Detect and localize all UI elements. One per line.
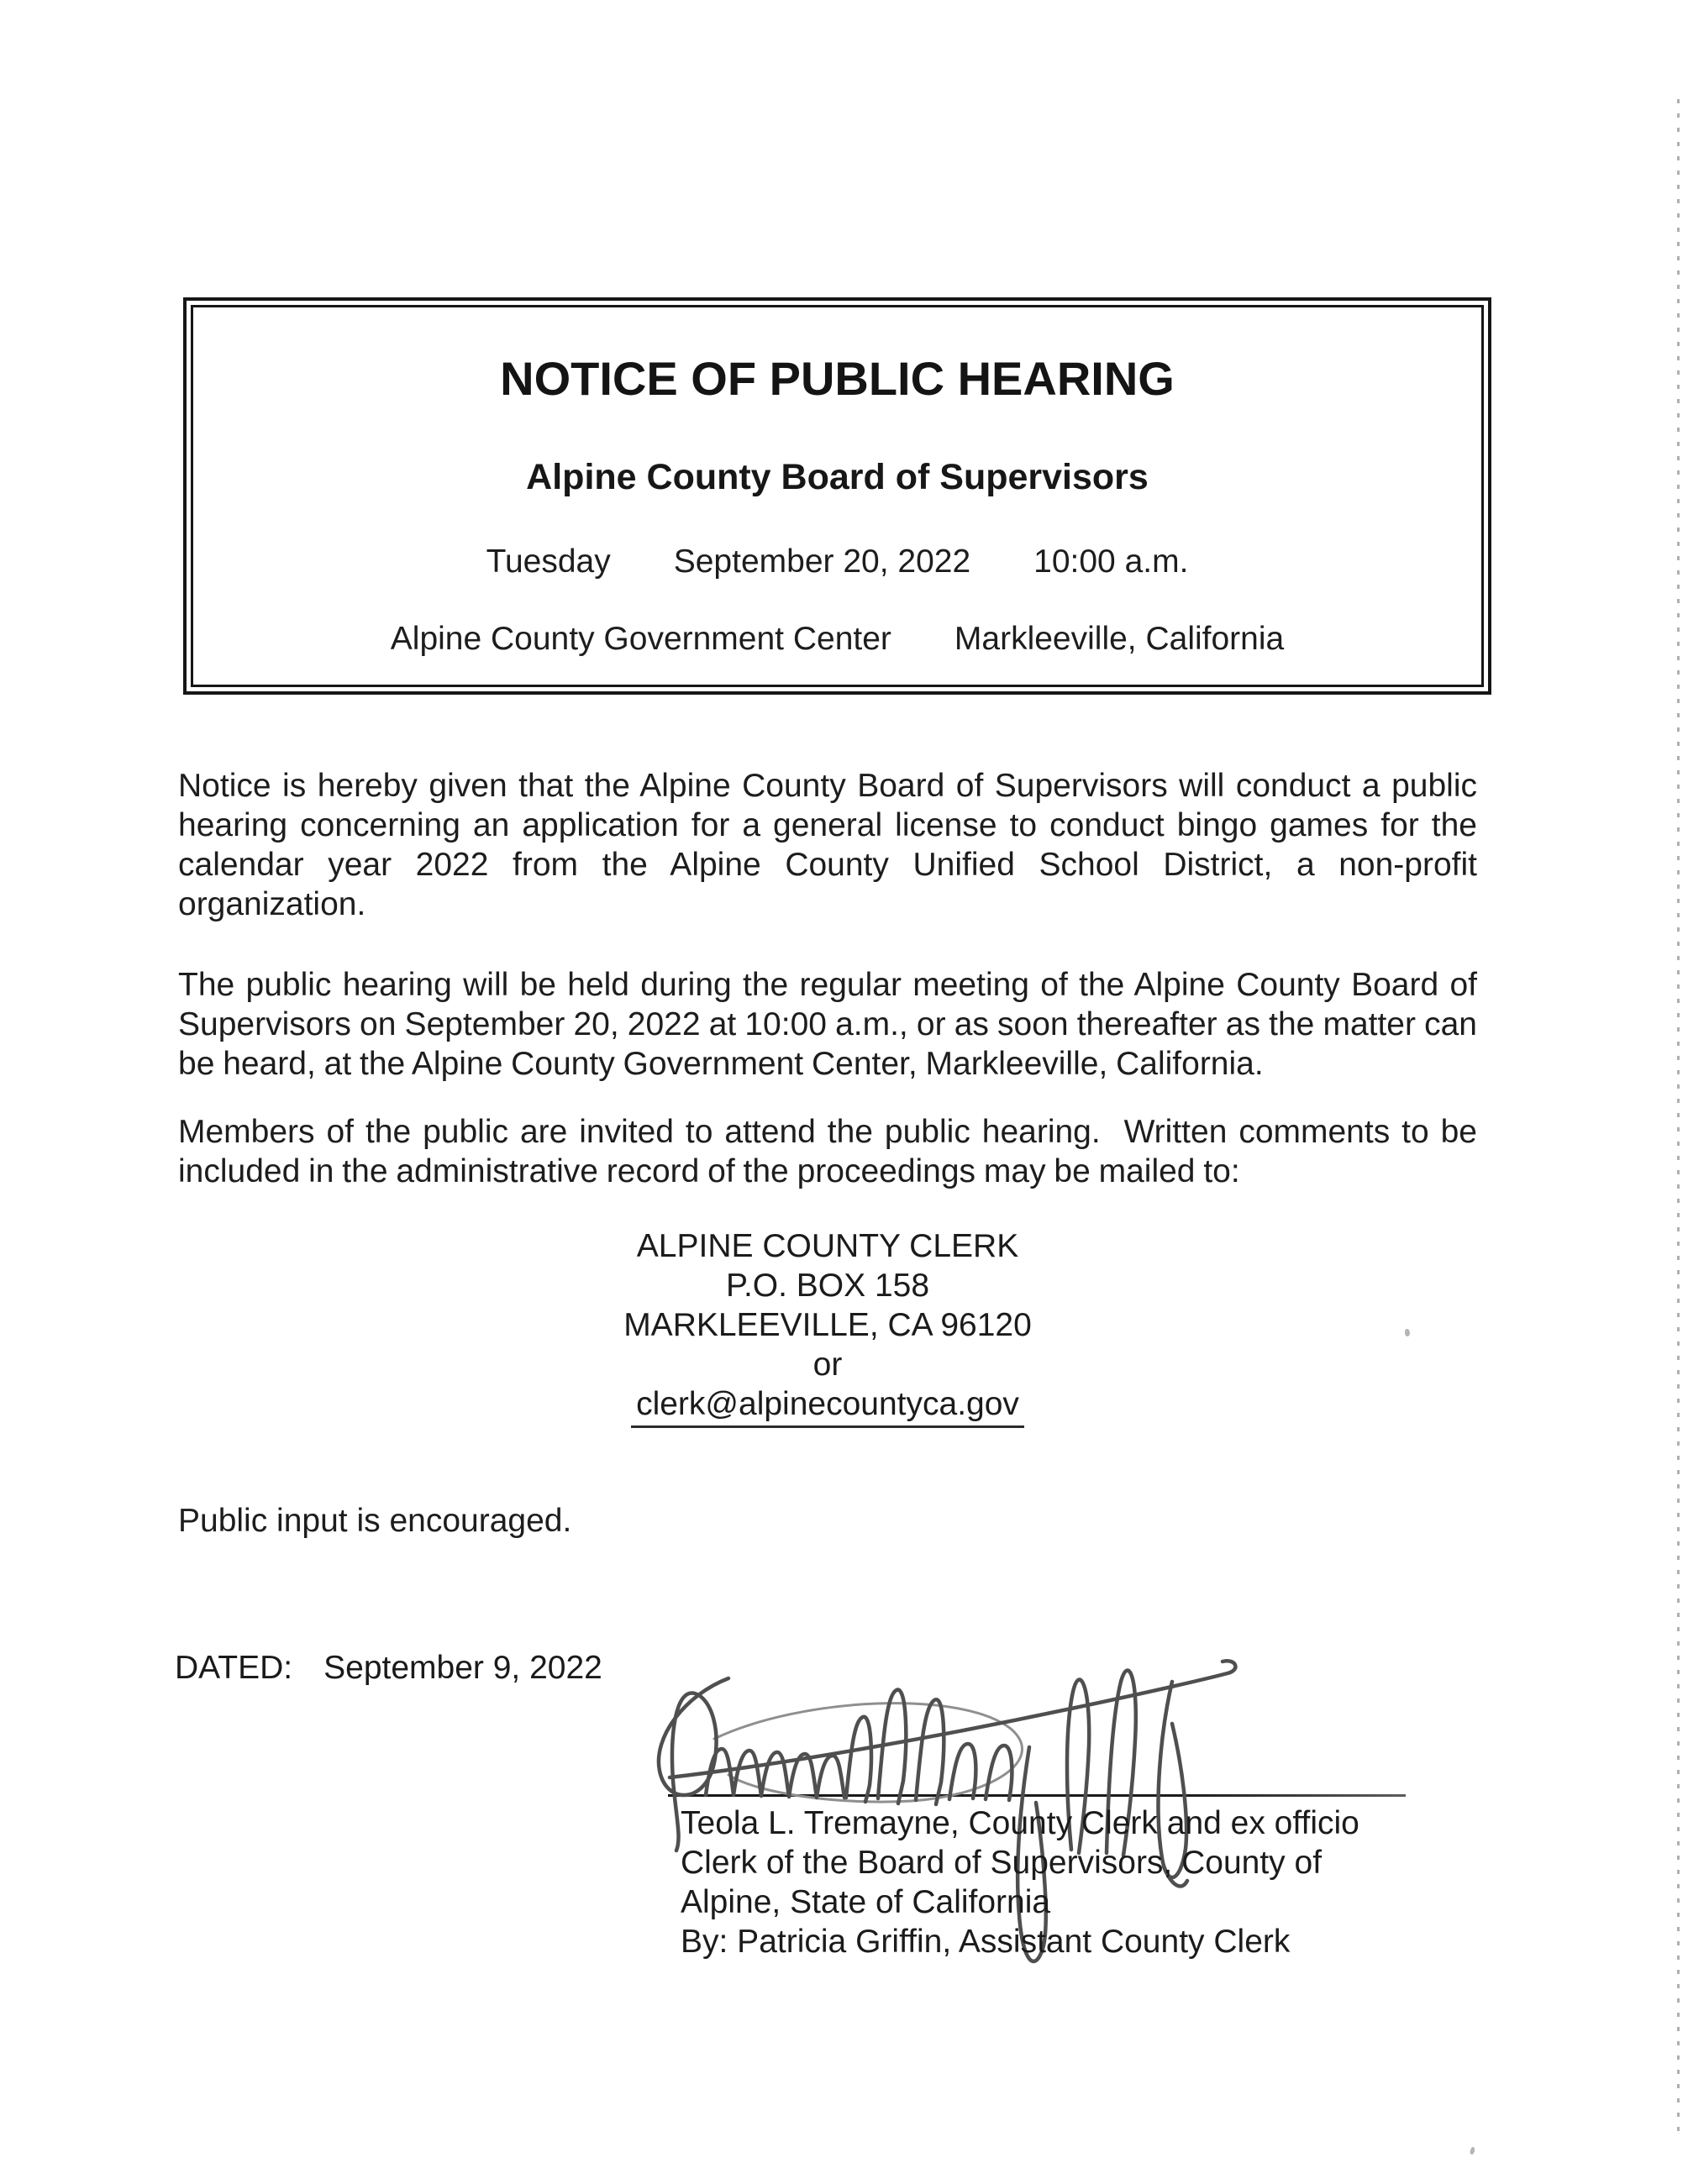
address-line-email xyxy=(178,1384,1477,1428)
hearing-location-line xyxy=(187,622,1488,656)
dated-value: September 9, 2022 xyxy=(323,1650,602,1686)
address-line-clerk: ALPINE COUNTY CLERK xyxy=(636,1228,1019,1264)
paragraph-line: hearing concerning an application for a general license to conduct bingo games for the xyxy=(178,807,1477,843)
scan-artifact-speck xyxy=(1470,2146,1476,2155)
paragraph-line: Supervisors on September 20, 2022 at 10:00 a.m., or as soon thereafter as the matter can xyxy=(178,1006,1477,1042)
signed-by-line: By: Patricia Griffin, Assistant County Clerk xyxy=(681,1924,1291,1960)
paragraph-public-invited xyxy=(178,1112,1477,1191)
paragraph-hearing-schedule xyxy=(178,965,1477,1084)
hearing-venue: Alpine County Government Center xyxy=(390,621,891,657)
signer-name-title: Teola L. Tremayne, County Clerk and ex officio xyxy=(681,1805,1359,1841)
scan-artifact-edge-line xyxy=(1677,99,1680,2136)
dated-line xyxy=(175,1648,602,1688)
paragraph-line: The public hearing will be held during the regular meeting of the Alpine County Board of xyxy=(178,967,1477,1003)
notice-title: NOTICE OF PUBLIC HEARING xyxy=(500,352,1175,405)
hearing-date-line xyxy=(187,544,1488,579)
signer-title-3: Alpine, State of California xyxy=(681,1884,1051,1920)
paragraph-line: included in the administrative record of the proceedings may be mailed to: xyxy=(178,1153,1240,1189)
address-line-pobox: P.O. BOX 158 xyxy=(725,1268,930,1304)
mailing-address-block xyxy=(178,1226,1477,1428)
hearing-time: 10:00 a.m. xyxy=(1033,543,1189,580)
address-line-city: MARKLEEVILLE, CA 96120 xyxy=(623,1307,1032,1343)
paragraph-line: be heard, at the Alpine County Government Center, Markleeville, California. xyxy=(178,1046,1264,1082)
dated-label: DATED: xyxy=(175,1650,293,1686)
clerk-email-link[interactable]: clerk@alpinecountyca.gov xyxy=(631,1384,1024,1428)
paragraph-line: calendar year 2022 from the Alpine County Unified School District, a non-profit xyxy=(178,847,1477,883)
paragraph-line: Members of the public are invited to attend the public hearing. Written comments to be xyxy=(178,1114,1477,1150)
hearing-city: Markleeville, California xyxy=(954,621,1285,657)
paragraph-line: organization. xyxy=(178,886,366,922)
notice-subtitle: Alpine County Board of Supervisors xyxy=(526,457,1149,497)
scan-artifact-speck xyxy=(1405,1329,1410,1336)
paragraph-notice-given xyxy=(178,766,1477,924)
address-line-or: or xyxy=(812,1347,843,1383)
hearing-date: September 20, 2022 xyxy=(673,543,971,580)
signature-block xyxy=(681,1803,1437,1961)
signer-title-2: Clerk of the Board of Supervisors, County of xyxy=(681,1845,1323,1881)
hearing-day: Tuesday xyxy=(486,543,611,580)
paragraph-line: Notice is hereby given that the Alpine County Board of Supervisors will conduct a public xyxy=(178,768,1477,804)
public-input-statement: Public input is encouraged. xyxy=(178,1503,572,1539)
notice-header-box xyxy=(183,297,1491,695)
